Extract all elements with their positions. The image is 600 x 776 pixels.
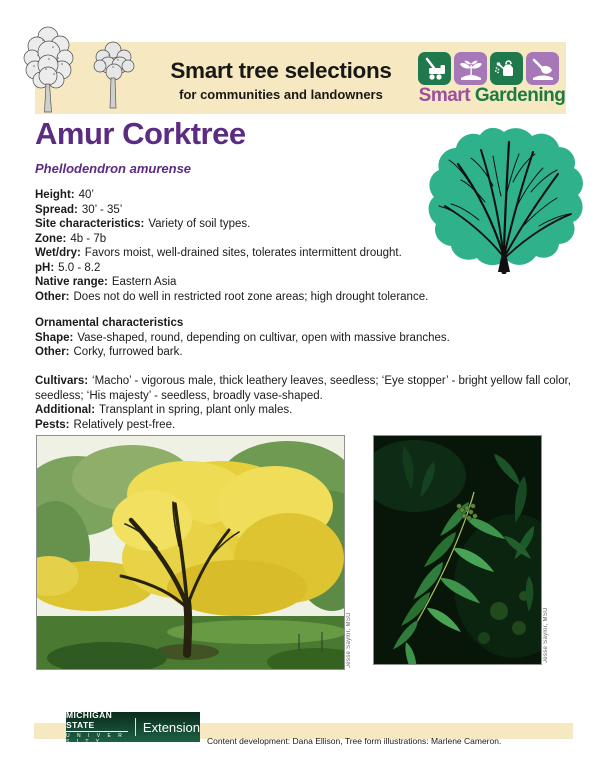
spec-value: 5.0 - 8.2 (58, 261, 101, 274)
spec-row (35, 203, 582, 218)
row-value: Corky, furrowed bark. (73, 346, 183, 358)
row-value: Transplant in spring, plant only males. (99, 404, 293, 416)
row-label: Pests: (35, 418, 70, 431)
msu-wordmark (66, 710, 128, 745)
lawn-mower-icon (418, 52, 451, 85)
spec-label: Spread: (35, 203, 78, 216)
spec-label: Site characteristics: (35, 218, 145, 230)
spec-value: Eastern Asia (111, 276, 177, 288)
specs-list (35, 188, 582, 304)
watering-can-icon (490, 52, 523, 85)
spec-value: 4b - 7b (70, 232, 107, 245)
photo-leaves (373, 435, 542, 665)
spec-row (35, 246, 582, 261)
trowel-icon (526, 52, 559, 85)
spec-row (35, 261, 582, 276)
row-label: Additional: (35, 404, 96, 416)
row-label: Other: (35, 346, 70, 358)
spec-value: Favors moist, well-drained sites, tolerates intermittent drought. (84, 247, 402, 259)
spec-label: Zone: (35, 232, 67, 245)
spec-label: Height: (35, 189, 75, 201)
seedling-icon (454, 52, 487, 85)
logo-divider (135, 718, 136, 736)
row-label: Shape: (35, 331, 74, 344)
ornamental-row (35, 331, 582, 346)
ornamental-section (35, 316, 582, 360)
extension-label: Extension (142, 719, 200, 735)
photo-fall-tree (36, 435, 345, 670)
spec-value: Does not do well in restricted root zone areas; high drought tolerance. (73, 290, 429, 303)
spec-value: 40’ (78, 189, 94, 201)
spec-row (35, 188, 582, 203)
brand-gardening: Gardening (474, 85, 566, 106)
header-subtitle: for communities and landowners (179, 87, 383, 102)
footer-credit: Content development: Dana Ellison, Tree form illustrations: Marlene Cameron. (207, 736, 502, 746)
page-title: Amur Corktree (35, 116, 246, 151)
spec-value: Variety of soil types. (148, 218, 251, 230)
spec-label: pH: (35, 261, 55, 274)
msu-extension-logo (66, 709, 200, 745)
row-label: Cultivars: (35, 375, 89, 387)
spec-row (35, 217, 582, 232)
smart-gardening-logo (418, 52, 559, 85)
row-value: ‘Macho’ - vigorous male, thick leathery leaves, seedless; ‘Eye stopper’ - bright yellow fall color, seedless; ‘His majesty’ - seedless, broadly vase-shaped. (35, 375, 571, 402)
header-title: Smart tree selections (170, 58, 392, 83)
photo-credit: Jesse Saylor, MSU (346, 612, 352, 668)
spec-row (35, 290, 582, 305)
ornamental-row (35, 345, 582, 360)
spec-row (35, 275, 582, 290)
cultivars-section (35, 374, 582, 432)
photo-credit: Jesse Saylor, MSU (543, 607, 549, 663)
row-value: Vase-shaped, round, depending on cultivar, open with massive branches. (77, 331, 450, 344)
additional-row (35, 403, 582, 418)
cultivars-row (35, 374, 582, 403)
ornamental-heading: Ornamental characteristics (35, 317, 184, 329)
spec-value: 30’ - 35’ (81, 203, 123, 216)
spec-label: Native range: (35, 276, 108, 288)
spec-label: Wet/dry: (35, 247, 81, 259)
brand-smart: Smart (418, 85, 471, 106)
msu-wordmark-top: MICHIGAN STATE (66, 710, 128, 732)
spec-label: Other: (35, 290, 70, 303)
scientific-name: Phellodendron amurense (35, 161, 192, 176)
spec-row (35, 232, 582, 247)
pests-row (35, 418, 582, 433)
tree-sketches-icon (18, 22, 146, 116)
row-value: Relatively pest-free. (73, 418, 176, 431)
smart-gardening-wordmark (412, 85, 572, 107)
msu-wordmark-bottom: U N I V E R S I T Y (66, 732, 125, 745)
